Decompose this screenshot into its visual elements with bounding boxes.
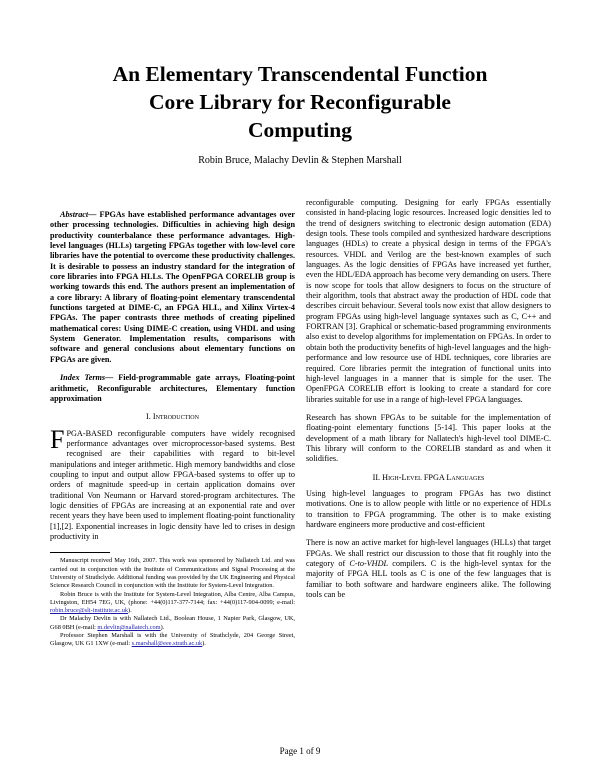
footnote-bruce — [50, 591, 295, 616]
footnote-rule — [50, 552, 110, 553]
footnotes — [50, 557, 295, 648]
section-2-heading — [306, 473, 551, 483]
left-column — [50, 210, 295, 649]
footnote-devlin-text: Dr Malachy Devlin is with Nallatech Ltd., Boolean House, 1 Napier Park, Glasgow, UK, G68 0BH (e-mail: — [50, 615, 295, 631]
drop-cap: F — [50, 424, 65, 454]
page-number: Page 1 of 9 — [279, 746, 321, 756]
right-column — [306, 198, 551, 600]
footnote-marshall — [50, 632, 295, 649]
intro-text: reconfigurable computers have widely recognised performance advantages over microprocessor-based systems. Best recognised are their capabilities with regard to bit-level manipulations and integer arithmetic. High memory bandwidths and close coupling to input and output allow FPGA-based systems to offer up to orders of magnitude speed-up in certain application domains over traditional Von Neumann or Harvard stored-program architectures. The logic densities of FPGAs are increasing at an exponential rate and over recent years they have been used to implement floating-point functionality [1],[2]. Exponential increases in logic density have led to crises in design productivity in — [50, 428, 295, 541]
title-line-1: An Elementary Transcendental Function — [112, 62, 488, 86]
index-terms-text: Field-programmable gate arrays, Floating-point arithmetic, Reconfigurable architectures, Elementary function approximation — [50, 373, 295, 403]
abstract — [50, 210, 295, 365]
right-paragraph-4-post: compilers. C is the high-level syntax for the majority of FPGA HLL tools as C is one of the few languages that is familiar to both software and hardware engineers alike. The following tools can be — [306, 559, 551, 600]
right-paragraph-3: Using high-level languages to program FPGAs has two distinct motivations. One is to allow people with little or no experience of HDLs to transition to FPGA programming. The other is to make existing hardware engineers more productive and cost-efficient — [306, 488, 551, 529]
section-1-heading — [50, 412, 295, 422]
title-line-2: Core Library for Reconfigurable — [149, 90, 451, 114]
right-paragraph-4 — [306, 538, 551, 600]
section-2-title: High-Level FPGA Languages — [382, 472, 485, 482]
footnote-manuscript: Manuscript received May 16th, 2007. This work was sponsored by Nallatech Ltd. and was carried out in conjunction with the Institute of Communications and Signal Processing at the University of Strathclyde. Additional funding was provided by the UK Engineering and Physical Science Research Council in conjunction with the Institute for System-Level Integration. — [50, 557, 295, 590]
index-terms — [50, 373, 295, 404]
right-paragraph-4-pre: There is now an active market for high-level languages (HLLs) that target FPGAs. We shall restrict our discussion to those that fit roughly into the category of — [306, 538, 551, 568]
footnote-devlin-end: ). — [160, 623, 165, 631]
intro-paragraph — [50, 424, 295, 543]
footnote-bruce-end: ). — [128, 607, 132, 615]
authors: Robin Bruce, Malachy Devlin & Stephen Marshall — [198, 155, 402, 166]
right-paragraph-2: Research has shown FPGAs to be suitable for the implementation of floating-point elementary functions [5-14]. This paper looks at the development of a math library for Nallatech's high-level tool DIME-C. This library will conform to the CORELIB standard as and when it solidifies. — [306, 412, 551, 464]
index-terms-label: Index Terms— — [60, 373, 114, 383]
email-link-marshall[interactable]: s.marshall@eee.strath.ac.uk — [131, 640, 203, 648]
footnote-marshall-end: ). — [202, 640, 206, 648]
section-1-number: I. — [146, 412, 153, 422]
abstract-label: Abstract— — [60, 210, 97, 219]
abstract-text: FPGAs have established performance advantages over other processing technologies. Difficulties in achieving high design productivity counterbalance these performance advantages. High-level languages (HLLs) targeting FPGAs together with low-level core libraries have the potential to overcome these productivity challenges. It is desirable to possess an industry standard for the integration of core libraries into FPGA HLLs. The OpenFPGA CORELIB group is working towards this end. The authors present an implementation of a core library: A library of floating-point elementary transcendental functions targeted at DIME-C, an FPGA HLL, and Xilinx Virtex-4 FPGAs. The paper contrasts three methods of creating pipelined mathematical cores: Using DIME-C creation, using VHDL and using System Generator. Implementation results, comparisons with software and general conclusions about elementary functions on FPGAs are given. — [50, 210, 295, 364]
c-to-vhdl-term: C-to-VHDL — [349, 559, 389, 568]
intro-lead: PGA-BASED — [66, 428, 113, 438]
section-1-title: Introduction — [152, 412, 199, 422]
footnote-marshall-text: Professor Stephen Marshall is with the University of Strathclyde, 204 George Street, Glasgow, UK G1 1XW (e-mail: — [50, 631, 295, 648]
paper-title — [40, 60, 560, 144]
right-paragraph-1: reconfigurable computing. Designing for early FPGAs essentially consisted in hand-placing logic resources. Increased logic densities led to the trend of designers switching to electronic design automation (EDA) design tools. These tools compiled and synthesized hardware descriptions languages (HDLs) to create a physical design in terms of the FPGA's resources. VHDL and Verilog are the best-known examples of such languages. As the logic densities of FPGAs have increased yet further, even the HDL/EDA approach has become very demanding on users. There is now scope for tools that allow designers to focus on the structure of their algorithm, tools that abstract away the production of HDL code that describes circuit behaviour. Several tools now exist that allow designers to program FPGAs using high-level language syntaxes such as C, C++ and FORTRAN [3]. Graphical or schematic-based programming environments also exist to develop algorithms for implementation on FPGAs. In order to obtain both the productivity benefits of high-level languages and the high-performance and low resource use of HDL techniques, core libraries are required. Core libraries permit the integration of functional units into high-level languages in a manner that is simple for the user. The OpenFPGA CORELIB effort is looking to create a standard for core libraries suitable for use in a range of high-level FPGA languages. — [306, 198, 551, 404]
footnote-bruce-text: Robin Bruce is with the Institute for System-Level Integration, Alba Centre, Alba Campus, Livingston, EH54 7EG, UK, (phone: +44(0)117-377-7144; fax: +44(0)117-904-0099; e-mail: — [50, 590, 295, 606]
email-link-bruce[interactable]: robin.bruce@sli-institute.ac.uk — [50, 607, 129, 615]
title-line-3: Computing — [248, 118, 352, 142]
email-link-devlin[interactable]: m.devlin@nallatech.com — [97, 623, 161, 631]
section-2-number: II. — [372, 472, 383, 482]
footnote-devlin — [50, 615, 295, 632]
